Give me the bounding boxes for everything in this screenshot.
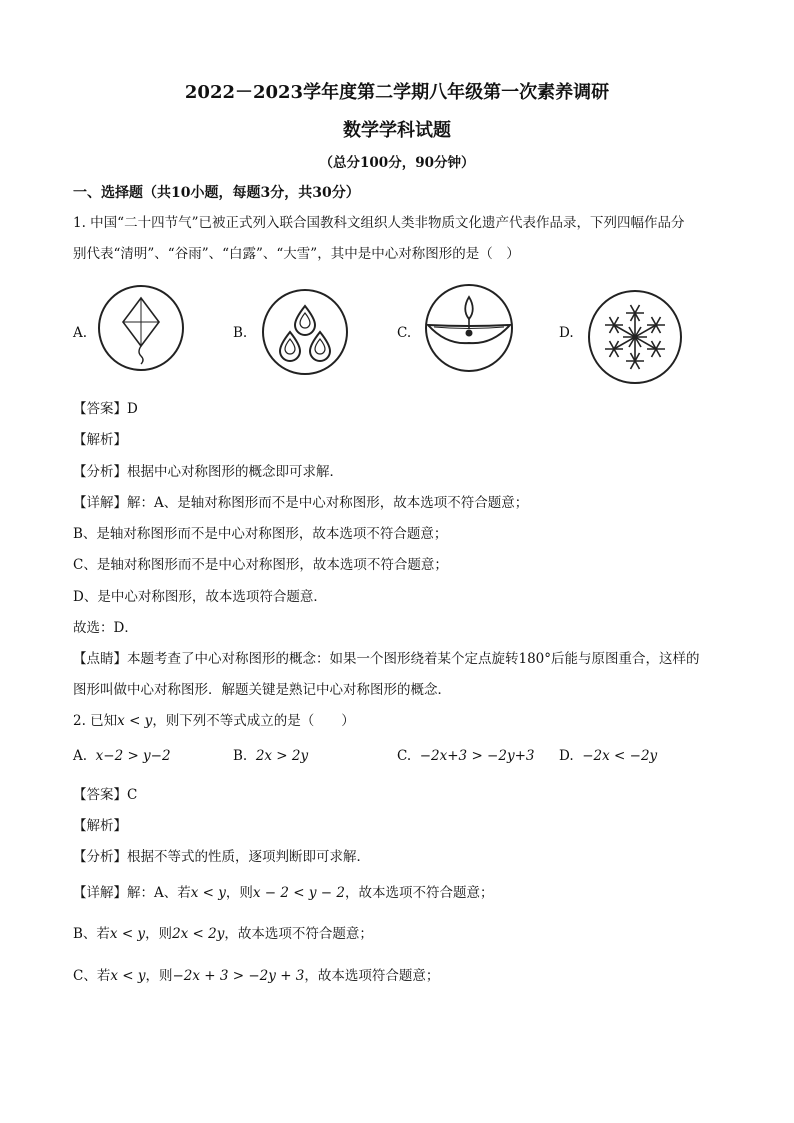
raindrops-icon — [261, 288, 349, 376]
q1-option-a-label: A. — [73, 325, 88, 341]
dew-lamp-icon — [424, 283, 514, 373]
q1-jiexi: 【解析】 — [73, 432, 127, 448]
q2-detail-2-cond: x < y — [109, 926, 146, 942]
q2-condition: x < y — [117, 713, 153, 729]
q2-detail-2-mid: ，则 — [145, 926, 173, 942]
q1-comment-1: 【点睛】本题考查了中心对称图形的概念：如果一个图形绕着某个定点旋转180°后能与原图重合，这样的 — [73, 651, 700, 667]
q2-detail-2 — [73, 925, 373, 943]
q1-option-b-label: B. — [233, 325, 248, 341]
q2-detail-3-suffix: ，故本选项符合题意； — [304, 968, 440, 984]
q1-detail-2: B、是轴对称图形而不是中心对称图形，故本选项不符合题意； — [73, 526, 448, 542]
q2-option-b-label: B. — [233, 748, 248, 764]
q2-option-a — [73, 748, 171, 764]
q1-text-line2: 别代表“清明”、“谷雨”、“白露”、“大雪”，其中是中心对称图形的是（ ） — [73, 246, 520, 262]
q1-detail-3: C、是轴对称图形而不是中心对称图形，故本选项不符合题意； — [73, 557, 448, 573]
q2-detail-2-expr: 2x < 2y — [172, 926, 225, 942]
kite-icon — [97, 284, 185, 372]
q2-detail-3-prefix: C、若 — [73, 968, 111, 984]
section-heading: 一、选择题（共10小题，每题3分，共30分） — [73, 185, 360, 201]
q2-detail-3-cond: x < y — [110, 968, 146, 984]
q1-answer: 【答案】D — [73, 401, 138, 417]
q1-detail-1: 【详解】解：A、是轴对称图形而不是中心对称图形，故本选项不符合题意； — [73, 495, 529, 511]
snowflakes-icon — [586, 288, 684, 386]
q2-detail-2-suffix: ，故本选项不符合题意； — [224, 926, 373, 942]
exam-title: 2022－2023学年度第二学期八年级第一次素养调研 — [184, 82, 610, 103]
q2-option-d-label: D. — [559, 748, 574, 764]
q2-detail-3 — [73, 967, 439, 985]
q2-option-d — [559, 748, 657, 764]
q2-option-b-expr: 2x > 2y — [255, 748, 309, 764]
q2-detail-3-expr: −2x + 3 > −2y + 3 — [172, 968, 305, 984]
q2-text — [73, 712, 355, 730]
q2-option-c-expr: −2x+3 > −2y+3 — [419, 748, 535, 764]
q1-option-c-label: C. — [397, 325, 412, 341]
q2-detail-3-mid: ，则 — [145, 968, 173, 984]
q1-choose: 故选：D． — [73, 620, 138, 636]
q2-option-a-expr: x−2 > y−2 — [95, 748, 171, 764]
q2-detail-1-suffix: ，故本选项不符合题意； — [345, 885, 494, 901]
q2-option-a-label: A. — [73, 748, 88, 764]
exam-note: （总分100分，90分钟） — [319, 155, 475, 171]
q2-detail-1-expr: x − 2 < y − 2 — [252, 885, 345, 901]
q1-detail-4: D、是中心对称图形，故本选项符合题意． — [73, 589, 327, 605]
q2-option-b — [233, 748, 308, 764]
q2-jiexi: 【解析】 — [73, 818, 127, 834]
q2-option-d-expr: −2x < −2y — [582, 748, 658, 764]
q2-suffix: ，则下列不等式成立的是（ ） — [152, 713, 355, 729]
q2-detail-1-prefix: 【详解】解：A、若 — [73, 885, 191, 901]
q2-prefix: 2. 已知 — [73, 713, 118, 729]
q2-detail-1-mid: ，则 — [225, 885, 253, 901]
q1-comment-2: 图形叫做中心对称图形．解题关键是熟记中心对称图形的概念． — [73, 682, 451, 698]
q2-option-c-label: C. — [397, 748, 412, 764]
q2-answer: 【答案】C — [73, 787, 138, 803]
q2-detail-2-prefix: B、若 — [73, 926, 110, 942]
q1-text-line1: 1. 中国“二十四节气”已被正式列入联合国教科文组织人类非物质文化遗产代表作品录，下列四幅作品分 — [73, 215, 685, 231]
q1-option-d-label: D. — [559, 325, 574, 341]
q2-detail-1 — [73, 884, 494, 902]
q2-analysis: 【分析】根据不等式的性质，逐项判断即可求解． — [73, 849, 370, 865]
exam-subtitle: 数学学科试题 — [343, 120, 451, 141]
q1-analysis: 【分析】根据中心对称图形的概念即可求解． — [73, 464, 343, 480]
q2-detail-1-cond: x < y — [190, 885, 226, 901]
q2-option-c — [397, 748, 534, 764]
